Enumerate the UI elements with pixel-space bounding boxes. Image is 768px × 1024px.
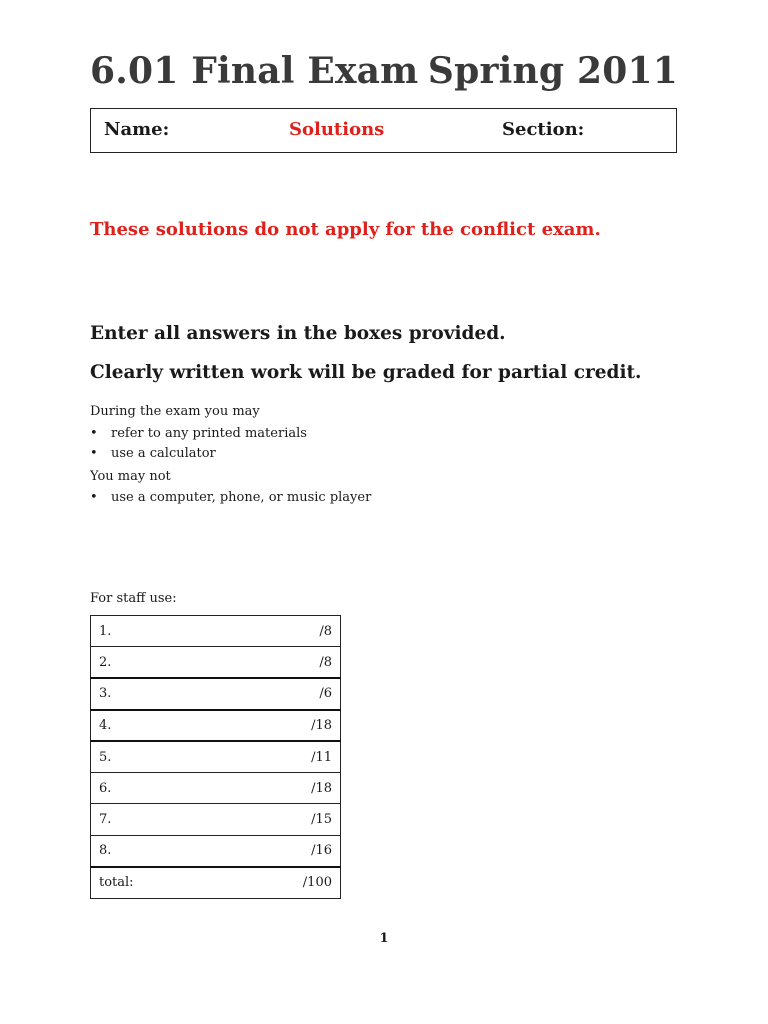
name-label: Name:: [104, 119, 170, 140]
problem-max-points: /18: [222, 710, 340, 741]
instruction-partial-credit: Clearly written work will be graded for partial credit.: [90, 362, 642, 383]
bullet-icon: •: [90, 426, 98, 441]
table-row: [91, 835, 341, 866]
table-row: [91, 616, 341, 647]
exam-title-bar: [90, 50, 678, 98]
table-row: [91, 804, 341, 835]
table-row: [91, 772, 341, 803]
staff-use-label: For staff use:: [90, 591, 177, 606]
forbidden-item-text: use a computer, phone, or music player: [111, 490, 372, 505]
problem-number: 4.: [91, 710, 223, 741]
problem-max-points: /6: [222, 678, 340, 709]
problem-max-points: /16: [222, 835, 340, 866]
conflict-exam-note: These solutions do not apply for the conflict exam.: [90, 219, 601, 240]
allowed-item-text: refer to any printed materials: [111, 426, 307, 441]
problem-max-points: /15: [222, 804, 340, 835]
problem-max-points: /18: [222, 772, 340, 803]
instruction-answers-in-boxes: Enter all answers in the boxes provided.: [90, 323, 506, 344]
problem-number: 7.: [91, 804, 223, 835]
name-value: Solutions: [289, 119, 385, 140]
name-section-box: [90, 108, 677, 153]
forbidden-heading: You may not: [90, 469, 171, 484]
section-label: Section:: [502, 119, 585, 140]
problem-number: 1.: [91, 616, 223, 647]
problem-number: 8.: [91, 835, 223, 866]
problem-max-points: /8: [222, 616, 340, 647]
total-max-points: /100: [222, 867, 340, 898]
total-label: total:: [91, 867, 223, 898]
score-table: [90, 615, 341, 899]
bullet-icon: •: [90, 446, 98, 461]
exam-term: Spring 2011: [427, 50, 678, 92]
allowed-heading: During the exam you may: [90, 404, 260, 419]
table-row: [91, 678, 341, 709]
bullet-icon: •: [90, 490, 98, 505]
page-number: 1: [379, 931, 389, 946]
problem-max-points: /8: [222, 647, 340, 678]
problem-max-points: /11: [222, 741, 340, 772]
problem-number: 3.: [91, 678, 223, 709]
exam-title: 6.01 Final Exam: [90, 50, 419, 92]
table-row-total: [91, 867, 341, 898]
problem-number: 5.: [91, 741, 223, 772]
problem-number: 2.: [91, 647, 223, 678]
table-row: [91, 647, 341, 678]
problem-number: 6.: [91, 772, 223, 803]
table-row: [91, 710, 341, 741]
allowed-item-text: use a calculator: [111, 446, 216, 461]
table-row: [91, 741, 341, 772]
